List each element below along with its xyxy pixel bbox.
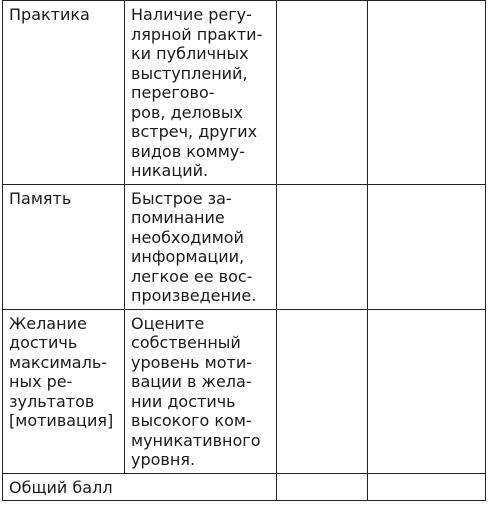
table-row-memory [3, 184, 486, 309]
description-line: уровень моти- [131, 352, 253, 372]
description-line: информации, [131, 247, 245, 266]
total-score-cell[interactable] [368, 473, 486, 501]
description-line: видов комму- [131, 141, 246, 161]
criterion-text: ных ре- [9, 372, 73, 391]
criterion-text: максималь- [9, 352, 108, 372]
description-cell-practice [125, 1, 277, 185]
description-line: ров, деловых [131, 102, 244, 122]
total-score-cell[interactable] [276, 473, 368, 501]
score-cell-empty[interactable] [276, 309, 368, 473]
score-cell-empty[interactable] [276, 184, 368, 309]
description-line: ки публичных [131, 44, 249, 63]
description-line: высокого ком- [131, 411, 252, 430]
description-line: поминание [131, 208, 225, 227]
assessment-table [2, 0, 486, 501]
score-cell-empty[interactable] [276, 1, 368, 185]
score-cell-empty[interactable] [368, 184, 486, 309]
description-cell-motivation [125, 309, 277, 473]
description-line: муникативного [131, 430, 261, 450]
criterion-text: Практика [9, 5, 90, 24]
score-cell-empty[interactable] [368, 309, 486, 473]
criterion-cell-motivation [3, 309, 125, 473]
total-label-cell [3, 473, 277, 501]
description-line: выступлений, [131, 63, 248, 83]
description-line: встреч, других [131, 122, 258, 141]
criterion-cell-practice [3, 1, 125, 185]
description-line: собственный [131, 333, 241, 352]
table-row-total [3, 473, 486, 501]
criterion-text: зультатов [9, 391, 95, 411]
description-line: перегово- [131, 83, 215, 102]
criterion-text: Желание [9, 313, 87, 333]
description-line: вации в жела- [131, 372, 252, 391]
description-line: Быстрое за- [131, 188, 232, 208]
criterion-text: достичь [9, 333, 78, 352]
criterion-text: Память [9, 188, 72, 208]
description-line: уровня. [131, 450, 196, 469]
description-line: никаций. [131, 161, 209, 180]
total-score-label: Общий балл [9, 477, 113, 497]
table-row-practice [3, 1, 486, 185]
description-line: легкое ее вос- [131, 266, 253, 286]
criterion-cell-memory [3, 184, 125, 309]
description-line: Наличие регу- [131, 5, 252, 24]
description-line: нии достичь [131, 391, 236, 411]
description-line: необходимой [131, 227, 244, 247]
score-cell-empty[interactable] [368, 1, 486, 185]
description-line: произведение. [131, 286, 257, 305]
description-cell-memory [125, 184, 277, 309]
table-row-motivation [3, 309, 486, 473]
criterion-text: [мотивация] [9, 411, 114, 430]
description-line: лярной практи- [131, 24, 263, 44]
description-line: Оцените [131, 313, 205, 333]
